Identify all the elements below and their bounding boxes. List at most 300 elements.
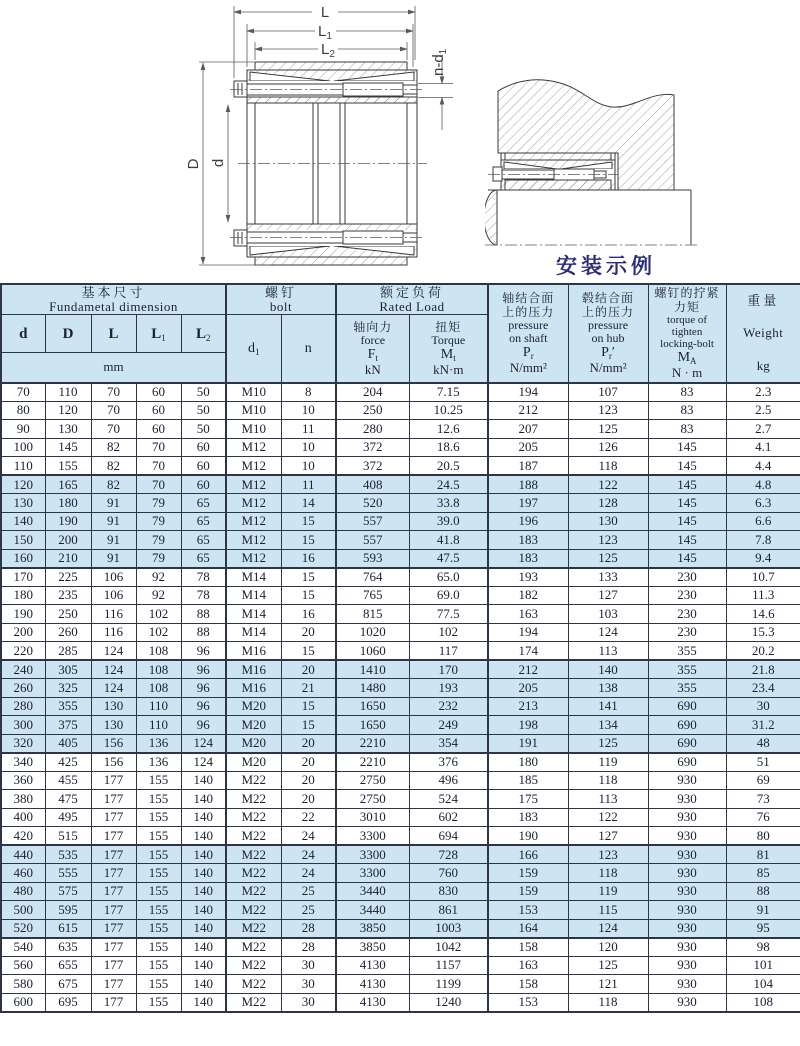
cell-col6: 8	[281, 383, 336, 402]
cell-col8: 12.6	[409, 420, 488, 439]
cell-col12: 69	[726, 771, 800, 790]
bolt-zh: 螺钉	[265, 285, 298, 300]
cell-col5: M12	[226, 457, 281, 476]
table-row	[1, 660, 800, 679]
cell-col8: 354	[409, 734, 488, 753]
tightening-torque-en3: locking-bolt	[660, 338, 714, 351]
cell-col6: 24	[281, 827, 336, 846]
table-row	[1, 827, 800, 846]
cell-col7: 3300	[336, 845, 409, 864]
cell-col9: 212	[488, 660, 568, 679]
cell-col2: 82	[91, 438, 136, 457]
pressure-shaft-zh1: 轴结合面	[502, 291, 555, 306]
cell-col2: 70	[91, 401, 136, 420]
table-row	[1, 919, 800, 938]
cell-col8: 170	[409, 660, 488, 679]
table-row	[1, 383, 800, 402]
cell-col4: 140	[181, 790, 226, 809]
cell-col12: 4.4	[726, 457, 800, 476]
cell-col1: 180	[45, 494, 91, 513]
cell-col2: 91	[91, 531, 136, 550]
cell-col0: 460	[1, 864, 45, 883]
cell-col9: 158	[488, 975, 568, 994]
cell-col1: 165	[45, 475, 91, 494]
cell-col10: 118	[568, 864, 648, 883]
cell-col10: 107	[568, 383, 648, 402]
cell-col9: 183	[488, 808, 568, 827]
cell-col0: 420	[1, 827, 45, 846]
cell-col9: 193	[488, 568, 568, 587]
cell-col5: M20	[226, 697, 281, 716]
cell-col2: 124	[91, 679, 136, 698]
cell-col3: 155	[136, 882, 181, 901]
cell-col1: 535	[45, 845, 91, 864]
cell-col11: 690	[648, 753, 726, 772]
cell-col12: 6.6	[726, 512, 800, 531]
cell-col11: 83	[648, 383, 726, 402]
cell-col2: 106	[91, 568, 136, 587]
cell-col11: 690	[648, 697, 726, 716]
table-row	[1, 457, 800, 476]
cell-col5: M22	[226, 827, 281, 846]
cell-col9: 153	[488, 993, 568, 1012]
cell-col4: 140	[181, 975, 226, 994]
cell-col3: 110	[136, 697, 181, 716]
tightening-torque-unit: N · m	[671, 365, 703, 381]
cell-col5: M22	[226, 882, 281, 901]
cell-col11: 145	[648, 512, 726, 531]
cell-col0: 520	[1, 919, 45, 938]
cell-col0: 500	[1, 901, 45, 920]
cell-col6: 30	[281, 956, 336, 975]
cell-col1: 615	[45, 919, 91, 938]
cell-col1: 695	[45, 993, 91, 1012]
cell-col7: 2210	[336, 734, 409, 753]
cell-col11: 930	[648, 864, 726, 883]
technical-drawings	[0, 0, 800, 283]
cell-col8: 102	[409, 623, 488, 642]
table-row	[1, 549, 800, 568]
cell-col12: 95	[726, 919, 800, 938]
cell-col7: 1060	[336, 642, 409, 661]
cell-col0: 560	[1, 956, 45, 975]
cell-col6: 14	[281, 494, 336, 513]
cell-col6: 30	[281, 975, 336, 994]
cell-col7: 815	[336, 605, 409, 624]
cell-col1: 305	[45, 660, 91, 679]
cell-col10: 140	[568, 660, 648, 679]
cell-col7: 250	[336, 401, 409, 420]
cell-col4: 140	[181, 845, 226, 864]
cell-col2: 130	[91, 697, 136, 716]
cell-col1: 495	[45, 808, 91, 827]
cell-col0: 240	[1, 660, 45, 679]
dim-label-L2: $L_2$	[321, 41, 335, 60]
col-header-D: D	[45, 315, 91, 353]
cell-col8: 7.15	[409, 383, 488, 402]
cell-col7: 1020	[336, 623, 409, 642]
cell-col11: 230	[648, 568, 726, 587]
cell-col1: 425	[45, 753, 91, 772]
weight-unit: kg	[756, 358, 770, 374]
dim-label-n-d1: $n-d_1$	[430, 48, 449, 76]
cell-col2: 124	[91, 642, 136, 661]
cell-col10: 123	[568, 531, 648, 550]
cell-col1: 655	[45, 956, 91, 975]
pressure-shaft-zh2: 上的压力	[502, 305, 555, 320]
cell-col7: 2750	[336, 771, 409, 790]
cell-col3: 79	[136, 512, 181, 531]
tightening-torque-en1: torque of	[667, 314, 708, 327]
table-row	[1, 938, 800, 957]
cell-col3: 155	[136, 993, 181, 1012]
cell-col3: 155	[136, 771, 181, 790]
cell-col5: M22	[226, 938, 281, 957]
cell-col12: 30	[726, 697, 800, 716]
cell-col0: 580	[1, 975, 45, 994]
cell-col10: 126	[568, 438, 648, 457]
cell-col6: 15	[281, 716, 336, 735]
cell-col2: 177	[91, 790, 136, 809]
cell-col2: 177	[91, 827, 136, 846]
table-row	[1, 753, 800, 772]
cell-col11: 355	[648, 642, 726, 661]
cell-col9: 182	[488, 586, 568, 605]
cell-col9: 183	[488, 549, 568, 568]
table-row	[1, 586, 800, 605]
cell-col8: 1042	[409, 938, 488, 957]
cell-col10: 127	[568, 586, 648, 605]
table-row	[1, 494, 800, 513]
cell-col1: 235	[45, 586, 91, 605]
cell-col5: M16	[226, 679, 281, 698]
cell-col5: M10	[226, 401, 281, 420]
cell-col12: 85	[726, 864, 800, 883]
cell-col12: 88	[726, 882, 800, 901]
cell-col7: 280	[336, 420, 409, 439]
table-row	[1, 512, 800, 531]
cell-col4: 140	[181, 882, 226, 901]
cell-col3: 92	[136, 568, 181, 587]
table-row	[1, 438, 800, 457]
cell-col9: 153	[488, 901, 568, 920]
shaft-section	[485, 190, 691, 245]
rated-load-en: Rated Load	[379, 299, 445, 314]
cell-col12: 76	[726, 808, 800, 827]
cell-col0: 80	[1, 401, 45, 420]
cell-col8: 1157	[409, 956, 488, 975]
cell-col6: 21	[281, 679, 336, 698]
cell-col10: 141	[568, 697, 648, 716]
cell-col2: 177	[91, 975, 136, 994]
cell-col0: 480	[1, 882, 45, 901]
cell-col2: 177	[91, 956, 136, 975]
weight-zh: 重量	[747, 293, 780, 309]
cell-col12: 15.3	[726, 623, 800, 642]
cell-col8: 376	[409, 753, 488, 772]
cell-col7: 3010	[336, 808, 409, 827]
cell-col11: 930	[648, 919, 726, 938]
cell-col2: 130	[91, 716, 136, 735]
cell-col1: 200	[45, 531, 91, 550]
cell-col1: 155	[45, 457, 91, 476]
cell-col4: 88	[181, 605, 226, 624]
cell-col3: 155	[136, 901, 181, 920]
cell-col11: 230	[648, 605, 726, 624]
cell-col0: 360	[1, 771, 45, 790]
cell-col8: 33.8	[409, 494, 488, 513]
cell-col6: 20	[281, 771, 336, 790]
cell-col11: 930	[648, 827, 726, 846]
cell-col0: 70	[1, 383, 45, 402]
cell-col6: 15	[281, 697, 336, 716]
cell-col7: 3440	[336, 882, 409, 901]
cell-col11: 930	[648, 790, 726, 809]
cell-col11: 930	[648, 808, 726, 827]
cell-col3: 108	[136, 679, 181, 698]
cell-col8: 69.0	[409, 586, 488, 605]
pressure-shaft-symbol: $P_r$	[522, 345, 534, 362]
cell-col5: M12	[226, 475, 281, 494]
cell-col10: 113	[568, 642, 648, 661]
cell-col4: 140	[181, 956, 226, 975]
cell-col3: 70	[136, 438, 181, 457]
rated-load-zh: 额定负荷	[380, 285, 445, 300]
cell-col8: 65.0	[409, 568, 488, 587]
cell-col0: 540	[1, 938, 45, 957]
cell-col4: 96	[181, 697, 226, 716]
cell-col6: 10	[281, 401, 336, 420]
header-rated-load	[336, 284, 488, 315]
cell-col11: 930	[648, 845, 726, 864]
col-header-torque	[409, 315, 488, 383]
cell-col12: 4.8	[726, 475, 800, 494]
cell-col1: 515	[45, 827, 91, 846]
pressure-shaft-en1: pressure	[508, 318, 549, 333]
cell-col0: 140	[1, 512, 45, 531]
cell-col4: 96	[181, 716, 226, 735]
cell-col12: 48	[726, 734, 800, 753]
cell-col8: 760	[409, 864, 488, 883]
cell-col12: 31.2	[726, 716, 800, 735]
cell-col9: 207	[488, 420, 568, 439]
cell-col9: 185	[488, 771, 568, 790]
cell-col1: 355	[45, 697, 91, 716]
cell-col1: 455	[45, 771, 91, 790]
cell-col5: M22	[226, 993, 281, 1012]
cell-col5: M12	[226, 494, 281, 513]
pressure-shaft-unit: N/mm²	[509, 360, 547, 376]
cell-col0: 440	[1, 845, 45, 864]
dim-label-D: D	[185, 158, 202, 170]
cell-col6: 16	[281, 549, 336, 568]
cell-col3: 155	[136, 827, 181, 846]
cell-col3: 155	[136, 864, 181, 883]
cell-col11: 355	[648, 660, 726, 679]
cell-col9: 174	[488, 642, 568, 661]
cell-col6: 30	[281, 993, 336, 1012]
cell-col5: M22	[226, 975, 281, 994]
pressure-hub-en2: on hub	[591, 331, 625, 346]
cell-col4: 140	[181, 808, 226, 827]
cell-col7: 3850	[336, 919, 409, 938]
cell-col4: 78	[181, 586, 226, 605]
cell-col2: 91	[91, 512, 136, 531]
unit-mm-cell: mm	[1, 353, 226, 383]
cell-col2: 177	[91, 938, 136, 957]
pressure-hub-zh2: 上的压力	[582, 305, 635, 320]
table-body	[1, 383, 800, 1012]
cell-col2: 82	[91, 475, 136, 494]
cell-col6: 24	[281, 864, 336, 883]
cell-col11: 690	[648, 734, 726, 753]
cell-col5: M20	[226, 716, 281, 735]
axial-force-symbol: $F_t$	[367, 346, 378, 363]
cell-col9: 213	[488, 697, 568, 716]
cell-col11: 355	[648, 679, 726, 698]
cell-col4: 140	[181, 938, 226, 957]
cell-col7: 1480	[336, 679, 409, 698]
cell-col4: 65	[181, 531, 226, 550]
cell-col0: 110	[1, 457, 45, 476]
cell-col7: 372	[336, 438, 409, 457]
cell-col12: 4.1	[726, 438, 800, 457]
cell-col8: 24.5	[409, 475, 488, 494]
cell-col1: 145	[45, 438, 91, 457]
cell-col2: 177	[91, 882, 136, 901]
cell-col5: M12	[226, 438, 281, 457]
cell-col3: 155	[136, 808, 181, 827]
cell-col0: 170	[1, 568, 45, 587]
cell-col8: 694	[409, 827, 488, 846]
cell-col5: M16	[226, 642, 281, 661]
cell-col4: 140	[181, 771, 226, 790]
cell-col3: 60	[136, 383, 181, 402]
cell-col9: 166	[488, 845, 568, 864]
cell-col1: 210	[45, 549, 91, 568]
cell-col1: 110	[45, 383, 91, 402]
torque-symbol: $M_t$	[440, 346, 456, 363]
table-row	[1, 716, 800, 735]
cell-col8: 1199	[409, 975, 488, 994]
cell-col12: 91	[726, 901, 800, 920]
cell-col10: 115	[568, 901, 648, 920]
cell-col12: 81	[726, 845, 800, 864]
cell-col9: 183	[488, 531, 568, 550]
cell-col11: 930	[648, 956, 726, 975]
cell-col4: 60	[181, 457, 226, 476]
cell-col0: 150	[1, 531, 45, 550]
cell-col11: 930	[648, 975, 726, 994]
tightening-torque-symbol: $M_A$	[677, 350, 697, 367]
col-header-axial-force	[336, 315, 409, 383]
cell-col3: 155	[136, 938, 181, 957]
cell-col7: 4130	[336, 975, 409, 994]
col-header-L: L	[91, 315, 136, 353]
header-tightening-torque	[648, 284, 726, 383]
cell-col12: 21.8	[726, 660, 800, 679]
cell-col5: M12	[226, 512, 281, 531]
table-row	[1, 475, 800, 494]
cell-col6: 24	[281, 845, 336, 864]
cell-col2: 91	[91, 549, 136, 568]
cell-col4: 140	[181, 864, 226, 883]
torque-unit: kN·m	[433, 361, 464, 377]
cell-col4: 65	[181, 512, 226, 531]
cell-col9: 163	[488, 605, 568, 624]
cell-col4: 60	[181, 438, 226, 457]
cell-col0: 120	[1, 475, 45, 494]
table-row	[1, 864, 800, 883]
cell-col12: 98	[726, 938, 800, 957]
cell-col0: 600	[1, 993, 45, 1012]
cell-col12: 51	[726, 753, 800, 772]
cell-col1: 120	[45, 401, 91, 420]
cell-col4: 140	[181, 901, 226, 920]
cell-col6: 20	[281, 753, 336, 772]
cell-col5: M12	[226, 531, 281, 550]
table-row	[1, 882, 800, 901]
cell-col1: 130	[45, 420, 91, 439]
cell-col6: 15	[281, 568, 336, 587]
cell-col10: 125	[568, 956, 648, 975]
tightening-torque-zh1: 螺钉的拧紧	[654, 286, 720, 301]
cell-col10: 124	[568, 919, 648, 938]
cell-col4: 50	[181, 401, 226, 420]
dim-label-L1: $L_1$	[318, 23, 332, 42]
cell-col0: 300	[1, 716, 45, 735]
cell-col4: 50	[181, 383, 226, 402]
cell-col5: M10	[226, 383, 281, 402]
table-row	[1, 975, 800, 994]
cell-col10: 120	[568, 938, 648, 957]
cell-col9: 194	[488, 383, 568, 402]
table-header	[1, 284, 800, 383]
cell-col4: 124	[181, 753, 226, 772]
cell-col6: 11	[281, 420, 336, 439]
cell-col7: 3440	[336, 901, 409, 920]
table-row	[1, 771, 800, 790]
axial-force-en: force	[360, 332, 386, 347]
cell-col11: 690	[648, 716, 726, 735]
cell-col1: 635	[45, 938, 91, 957]
cell-col1: 575	[45, 882, 91, 901]
cell-col11: 930	[648, 938, 726, 957]
cell-col2: 177	[91, 864, 136, 883]
cell-col12: 9.4	[726, 549, 800, 568]
cell-col0: 260	[1, 679, 45, 698]
cell-col5: M20	[226, 734, 281, 753]
cell-col1: 675	[45, 975, 91, 994]
cell-col1: 555	[45, 864, 91, 883]
cell-col8: 47.5	[409, 549, 488, 568]
cell-col8: 524	[409, 790, 488, 809]
cell-col10: 127	[568, 827, 648, 846]
cell-col8: 830	[409, 882, 488, 901]
cell-col10: 125	[568, 549, 648, 568]
cell-col6: 15	[281, 642, 336, 661]
cell-col9: 196	[488, 512, 568, 531]
cell-col10: 134	[568, 716, 648, 735]
cell-col10: 124	[568, 623, 648, 642]
cell-col8: 861	[409, 901, 488, 920]
tightening-torque-en2: tighten	[671, 326, 703, 339]
cell-col0: 100	[1, 438, 45, 457]
centerlines	[230, 90, 427, 238]
pressure-hub-zh1: 毂结合面	[582, 291, 635, 306]
cell-col10: 130	[568, 512, 648, 531]
cell-col3: 92	[136, 586, 181, 605]
